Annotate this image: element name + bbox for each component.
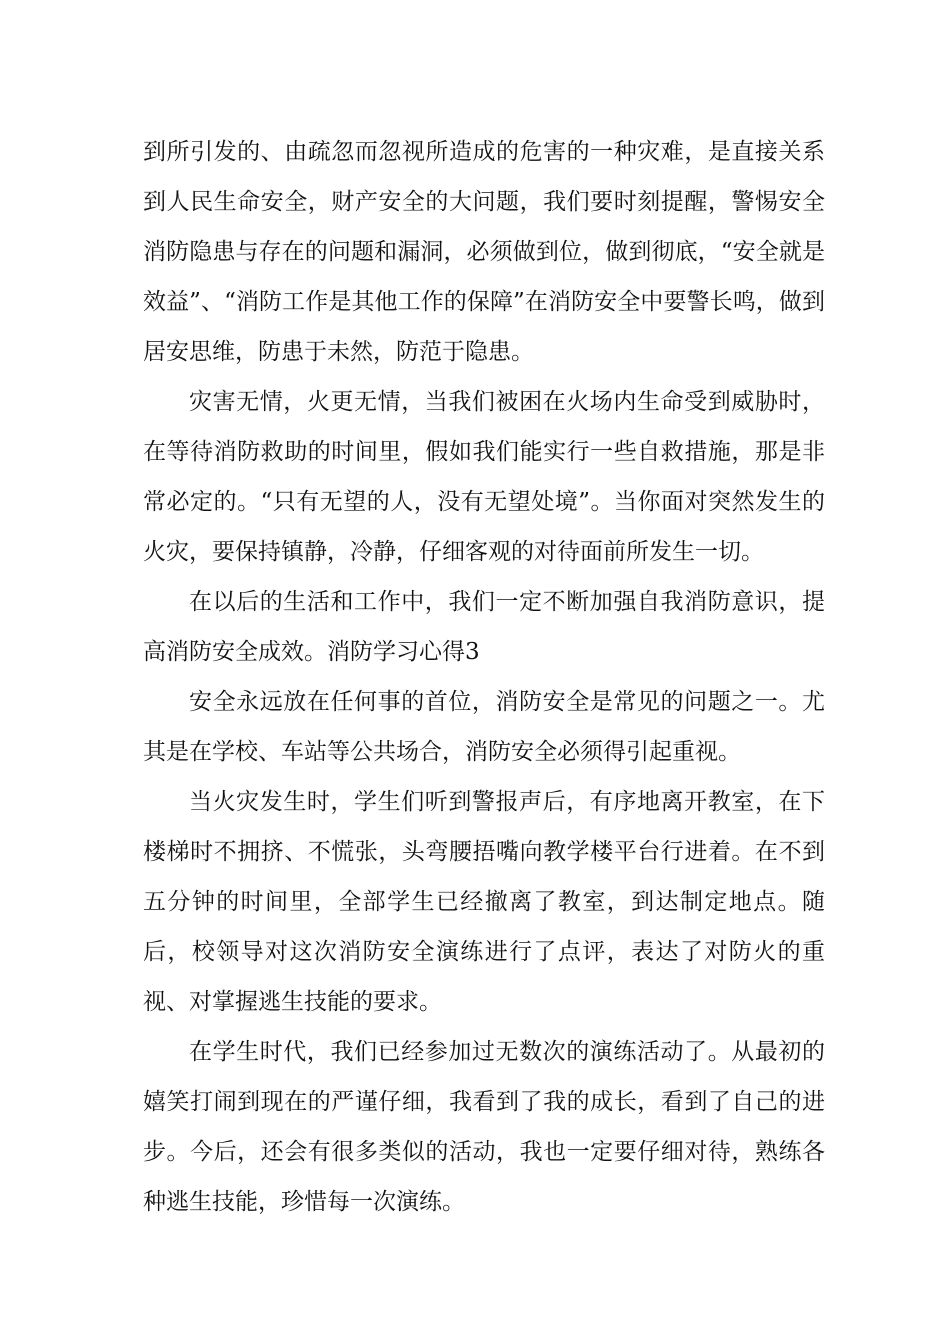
paragraph-1: 到所引发的、由疏忽而忽视所造成的危害的一种灾难，是直接关系到人民生命安全，财产安全的大问题，我们要时刻提醒，警惕安全消防隐患与存在的问题和漏洞，必须做到位，做到彻底，“安全就是效益”、“消防工作是其他工作的保障”在消防安全中要警长鸣，做到居安思维，防患于未然，防范于隐患。: [143, 139, 825, 365]
document-body: [143, 127, 825, 1227]
paragraph-6: 在学生时代，我们已经参加过无数次的演练活动了。从最初的嬉笑打闹到现在的严谨仔细，我看到了我的成长，看到了自己的进步。今后，还会有很多类似的活动，我也一定要仔细对待，熟练各种逃生技能，珍惜每一次演练。: [143, 1039, 825, 1215]
paragraph-2: 灾害无情，火更无情，当我们被困在火场内生命受到威胁时，在等待消防救助的时间里，假如我们能实行一些自救措施，那是非常必定的。“只有无望的人，没有无望处境”。当你面对突然发生的火灾，要保持镇静，冷静，仔细客观的对待面前所发生一切。: [143, 389, 825, 565]
paragraph-3: 在以后的生活和工作中，我们一定不断加强自我消防意识，提高消防安全成效。消防学习心得3: [143, 589, 825, 665]
paragraph-5: 当火灾发生时，学生们听到警报声后，有序地离开教室，在下楼梯时不拥挤、不慌张，头弯腰捂嘴向教学楼平台行进着。在不到五分钟的时间里，全部学生已经撤离了教室，到达制定地点。随后，校领导对这次消防安全演练进行了点评，表达了对防火的重视、对掌握逃生技能的要求。: [143, 789, 825, 1015]
paragraph-4: 安全永远放在任何事的首位，消防安全是常见的问题之一。尤其是在学校、车站等公共场合，消防安全必须得引起重视。: [143, 689, 825, 765]
